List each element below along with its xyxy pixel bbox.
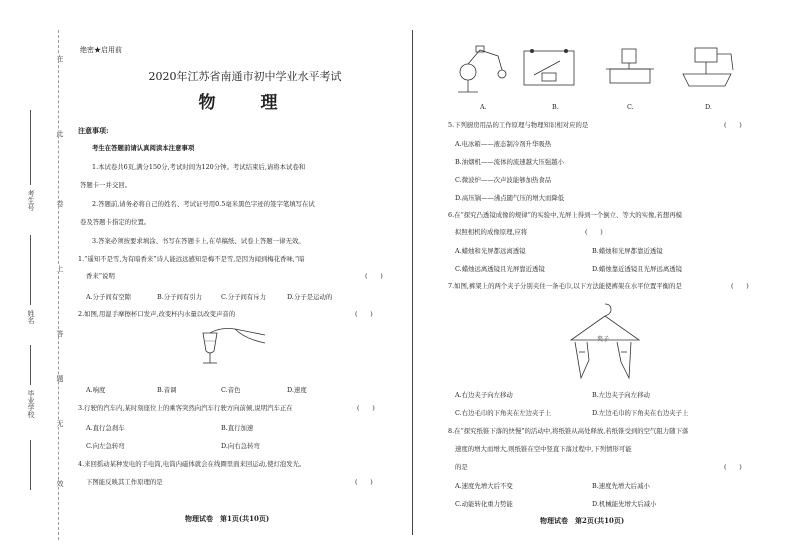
notes-subheading: 考生在答题前请认真阅读本注意事项 xyxy=(92,144,195,152)
question-4-text: 下图能反映其工作原理的是 xyxy=(86,478,163,486)
side-mark: 答 xyxy=(56,330,64,337)
question-6-option: C.蜡烛远离透镜且光屏靠近透镜 xyxy=(455,265,545,273)
question-7-option: C.右边毛巾的下角夹在左边夹子上 xyxy=(455,409,552,417)
figure-c-motor xyxy=(600,45,660,90)
question-5-option: C.微波炉——次声波能够加热食品 xyxy=(455,176,552,184)
side-line xyxy=(30,345,31,385)
question-5-text: 5.下列厨房用品的工作原理与物理知识相对应的是 xyxy=(448,121,589,129)
question-1-option: B.分子间有引力 xyxy=(157,293,203,301)
side-label-exam-number: 考生号 xyxy=(27,190,35,211)
figure-b-circuit xyxy=(520,45,580,90)
question-7-option: D.左边毛巾的下角夹在右边夹子上 xyxy=(592,409,689,417)
question-5-option: D.高压锅——沸点随气压的增大而降低 xyxy=(455,194,565,202)
note-line: 2.答题前,请务必将自己的姓名、考试证号用0.5毫米黑色字迹的签字笔填写在试 xyxy=(92,200,315,208)
notes-heading: 注意事项: xyxy=(78,126,109,135)
question-4-answer-paren: ( ) xyxy=(355,478,373,486)
question-2-text: 2.如图,用湿手摩擦杯口发声,改变杯内水量以改变声音的 xyxy=(78,310,236,318)
side-label-school: 毕业学校 xyxy=(27,390,35,418)
clip-label: 夹子 xyxy=(597,336,610,343)
question-2-option: D.速度 xyxy=(287,386,307,394)
question-3-option: C.向左急转弯 xyxy=(86,442,125,450)
question-8-option: D.机械能先增大后减小 xyxy=(592,500,657,508)
question-1-text: 1.“遥知不是雪,为有暗香来”诗人能远远感知是梅不是雪,是因为闻到梅花香味,“暗 xyxy=(78,255,305,263)
side-mark: 题 xyxy=(56,375,64,382)
figure-label-a: A. xyxy=(480,103,487,111)
question-1-text: 香来”说明 xyxy=(86,272,115,280)
figure-d-electromagnet xyxy=(675,40,740,95)
side-label-name: 姓名 xyxy=(27,310,35,324)
page-1-footer: 物理试卷 第1页(共10页) xyxy=(185,514,270,523)
question-8-option: B.速度先增大后减小 xyxy=(592,482,650,490)
fold-line xyxy=(58,30,59,540)
question-2-answer-paren: ( ) xyxy=(355,310,373,318)
question-3-text: 3.行驶的汽车内,某时刻座位上的乘客突然向汽车行驶方向前倾,说明汽车正在 xyxy=(78,404,293,412)
question-3-answer-paren: ( ) xyxy=(357,404,375,412)
question-8-answer-paren: ( ) xyxy=(724,463,742,471)
note-line: 1.本试卷共6页,满分150分,考试时间为120分钟。考试结束后,请将本试卷和 xyxy=(92,163,306,171)
side-mark: 卷 xyxy=(56,200,64,207)
question-3-option: D.向右急转弯 xyxy=(221,442,260,450)
question-1-option: D.分子是运动的 xyxy=(287,293,333,301)
question-3-option: B.直行加速 xyxy=(221,424,254,432)
subject-title: 物 理 xyxy=(198,93,292,113)
question-1-answer-paren: ( ) xyxy=(365,272,383,280)
side-mark: 效 xyxy=(56,480,64,487)
question-6-option: B.蜡烛和光屏都靠近透镜 xyxy=(592,247,663,255)
question-1-option: A.分子间有空隙 xyxy=(86,293,131,301)
side-mark: 上 xyxy=(56,265,64,272)
question-2-option: C.音色 xyxy=(221,386,241,394)
question-7-option: B.左边夹子向左移动 xyxy=(592,391,650,399)
note-line: 3.答案必须按要求填涂、书写在答题卡上,在草稿纸、试卷上答题一律无效。 xyxy=(92,237,305,245)
question-5-option: B.油烟机——流体的流速越大压强越小 xyxy=(455,158,564,166)
question-6-option: D.蜡烛靠近透镜且光屏远离透镜 xyxy=(592,265,683,273)
question-6-text: 6.在“探究凸透镜成像的规律”的实验中,光屏上得到一个倒立、等大的实像,若想再模 xyxy=(448,211,682,219)
question-7-answer-paren: ( ) xyxy=(731,282,749,290)
question-5-answer-paren: ( ) xyxy=(724,121,742,129)
figure-label-c: C. xyxy=(627,103,634,111)
figure-label-d: D. xyxy=(705,103,712,111)
question-7-option: A.右边夹子向左移动 xyxy=(455,391,513,399)
side-mark: 此 xyxy=(56,130,64,137)
wet-finger-glass-figure xyxy=(195,325,270,370)
question-8-text: 8.在“探究纸锥下落的快慢”的活动中,将纸锥从高处释放,若纸锥受到的空气阻力随下落 xyxy=(448,427,689,435)
question-2-option: A.响度 xyxy=(86,386,106,394)
exam-title: 2020年江苏省南通市初中学业水平考试 xyxy=(148,70,342,83)
note-line: 答题卡一并交回。 xyxy=(80,181,132,189)
question-8-text: 的是 xyxy=(455,463,468,471)
page-separator xyxy=(412,30,413,535)
question-1-option: C.分子间有斥力 xyxy=(221,293,267,301)
confidential-mark: 绝密★启用前 xyxy=(80,46,122,54)
question-3-option: A.直行急刹车 xyxy=(86,424,125,432)
side-line xyxy=(30,235,31,305)
side-mark: 无 xyxy=(56,420,64,427)
question-8-text: 速度的增大而增大,则纸锥在空中竖直下落过程中,下列情形可能 xyxy=(455,445,632,453)
figure-label-b: B. xyxy=(552,103,559,111)
side-line xyxy=(30,440,31,490)
question-6-text: 拟照相机的成像原理,应将 xyxy=(455,228,528,236)
question-4-text: 4.来回摇动某种发电的手电筒,电筒内磁体就会在线圈里面来回运动,使灯泡发光。 xyxy=(78,460,306,468)
page-2-footer: 物理试卷 第2页(共10页) xyxy=(540,516,625,525)
question-7-text: 7.如图,裤架上的两个夹子分别夹住一条毛巾,以下方法能使裤架在水平位置平衡的是 xyxy=(448,282,682,290)
question-5-option: A.电冰箱——液态制冷剂升华吸热 xyxy=(455,140,552,148)
question-8-option: A.速度先增大后不变 xyxy=(455,482,513,490)
question-8-option: C.动能转化重力势能 xyxy=(455,500,513,508)
side-mark: 在 xyxy=(56,55,64,62)
question-6-answer-paren: ( ) xyxy=(585,228,603,236)
note-line: 卷及答题卡指定的位置。 xyxy=(80,218,151,226)
question-2-option: B.音调 xyxy=(157,386,177,394)
side-line xyxy=(30,110,31,185)
figure-a-magnet-coil xyxy=(450,40,510,95)
question-6-option: A.蜡烛和光屏都远离透镜 xyxy=(455,247,526,255)
